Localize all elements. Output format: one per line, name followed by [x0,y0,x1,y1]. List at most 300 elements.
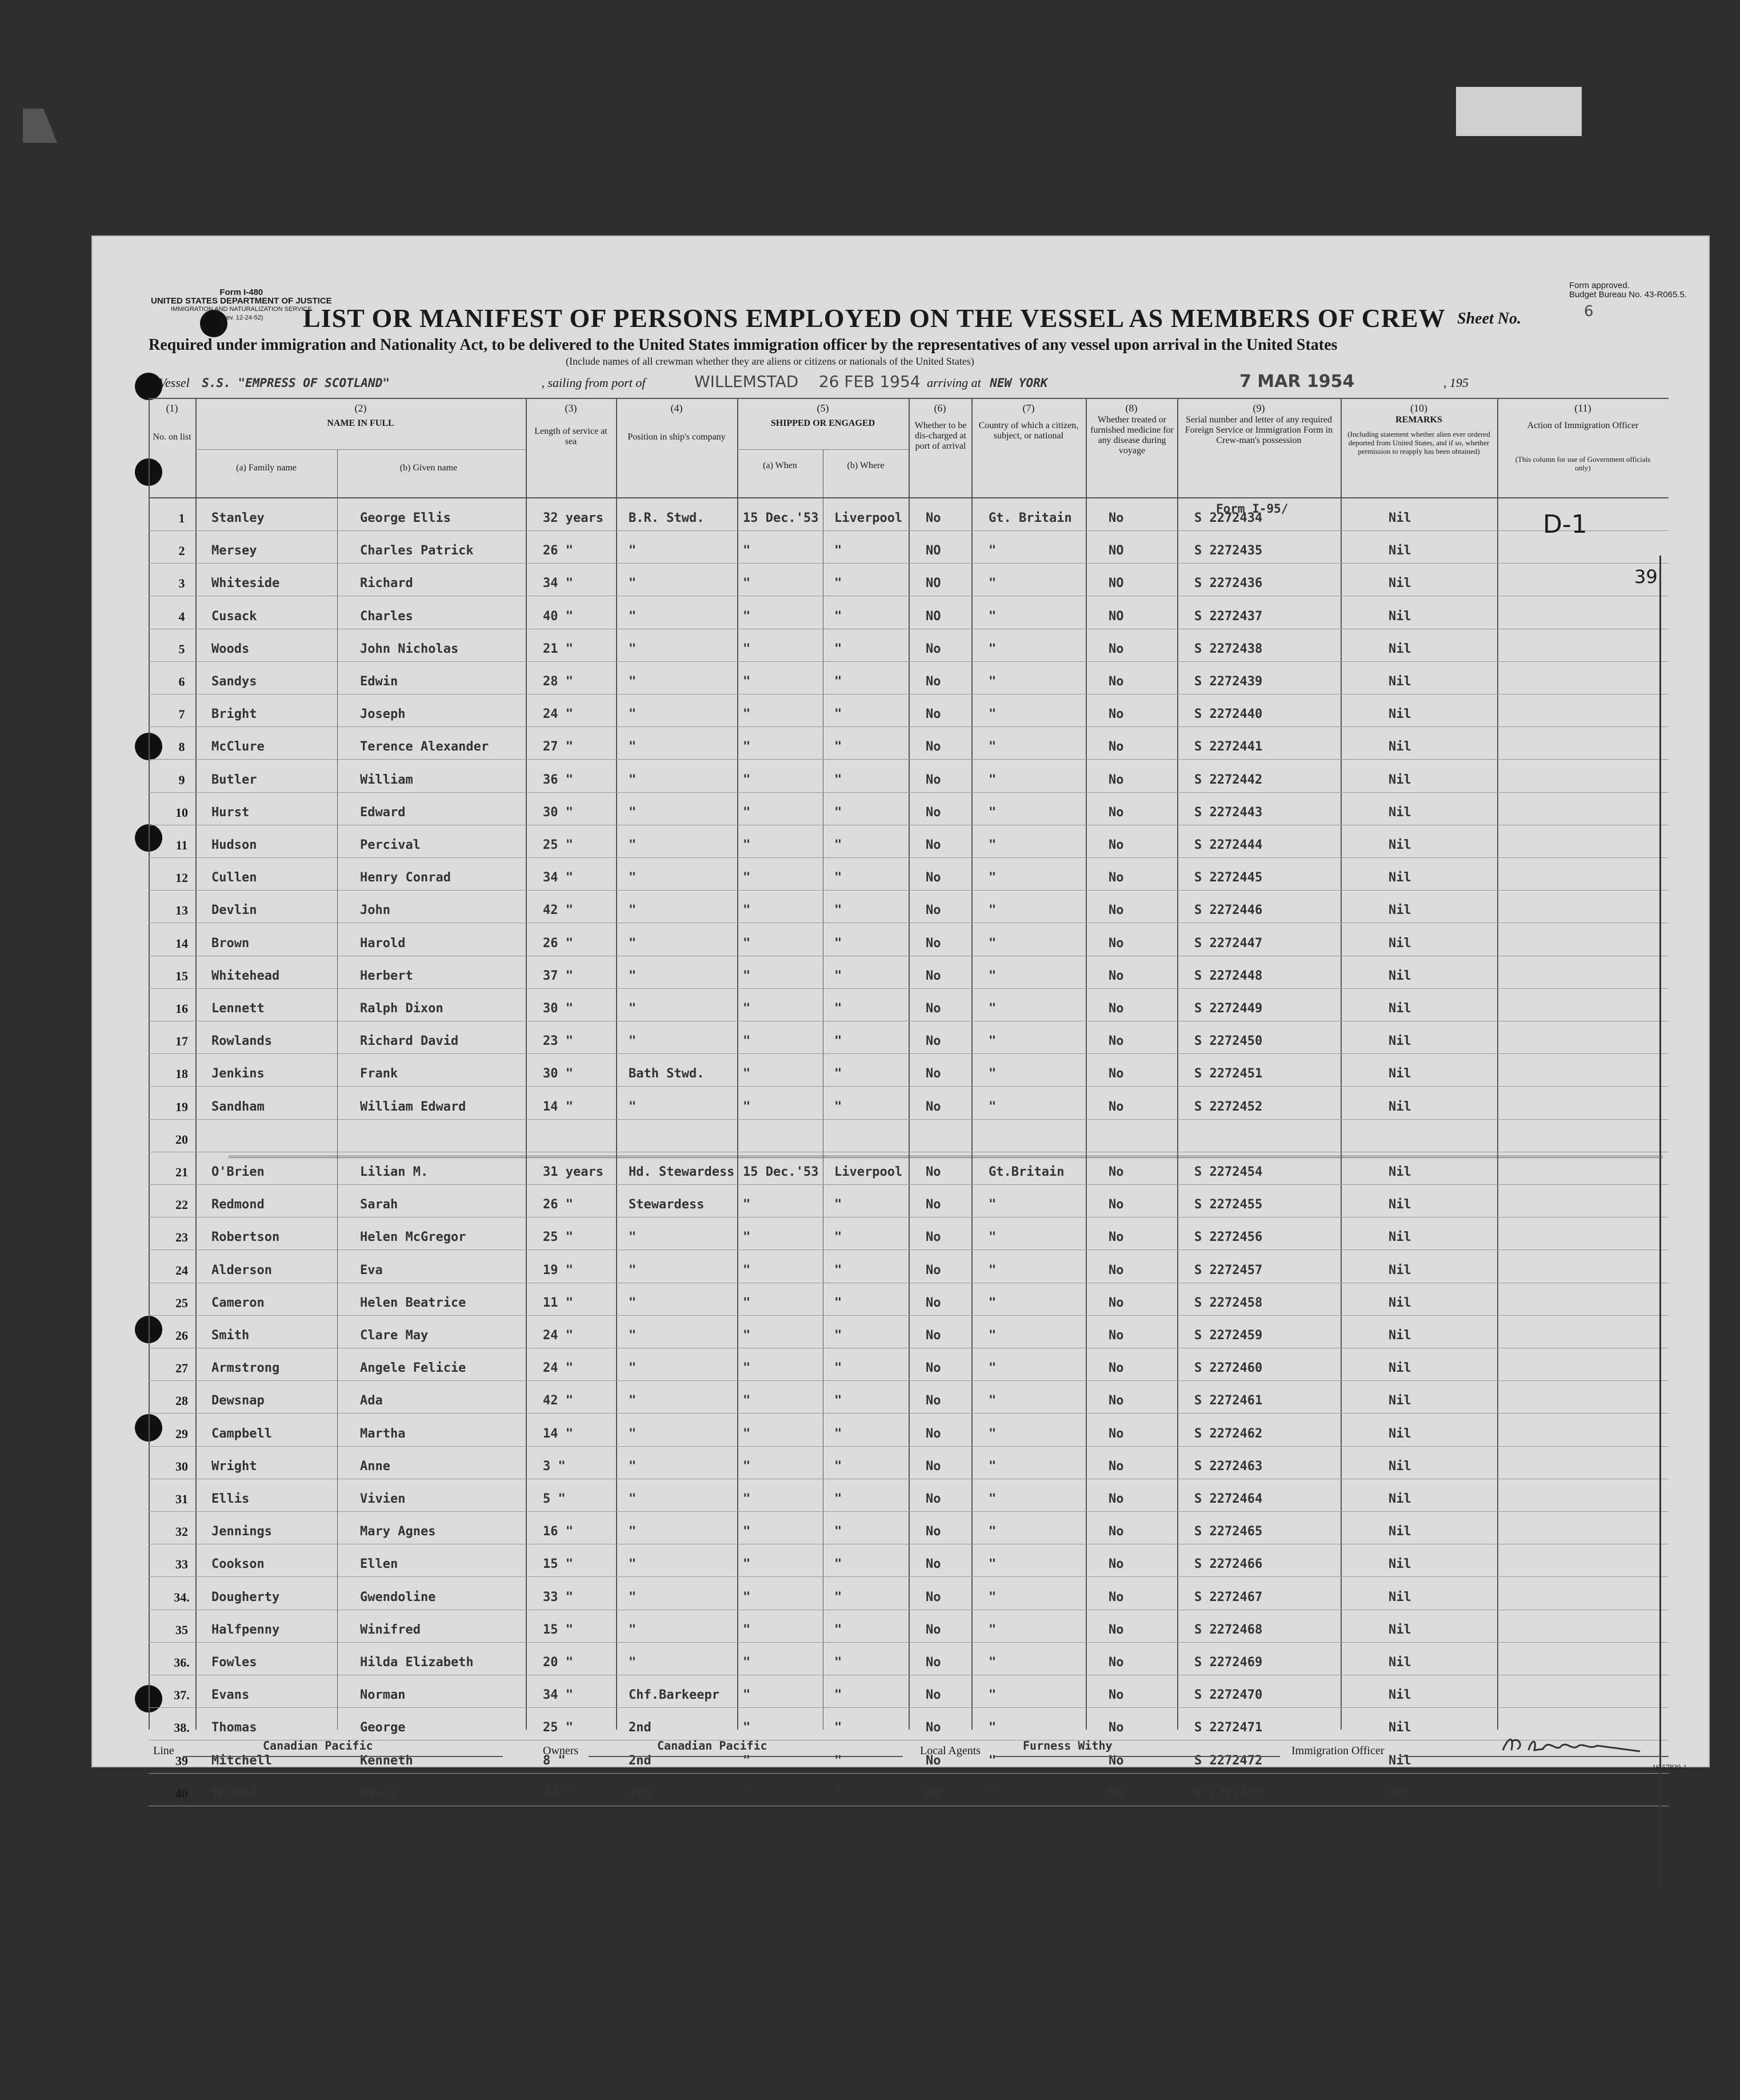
cell-giv: William Edward [360,1099,466,1114]
cell-dis: No [926,740,941,754]
cell-where: " [834,1688,842,1703]
cell-rem: Nil [1389,1622,1411,1637]
cell-ser: S 2272444 [1194,838,1263,852]
cell-when: " [743,1753,751,1768]
table-row [149,597,1669,629]
col-number: (7) [1022,402,1035,414]
cell-rem: Nil [1389,772,1411,787]
cell-ser: S 2272460 [1194,1361,1263,1376]
cell-ser: S 2272445 [1194,871,1263,885]
table-row [149,1708,1669,1740]
cell-when: " [743,1230,751,1245]
header-serial: Serial number and letter of any required Foreign Service or Immigration Form in Crew-man's possession [1185,415,1333,445]
cell-dis: No [926,1459,941,1474]
cell-giv: William [360,772,413,787]
year-suffix: , 195 [1443,376,1469,390]
cell-ser: S 2272454 [1194,1165,1263,1179]
table-row [149,564,1669,596]
row-number: 20 [175,1132,188,1147]
cell-when: " [743,1524,751,1539]
cell-where: " [834,838,842,852]
cell-where: " [834,805,842,820]
row-number: 28 [175,1394,188,1408]
cell-fam: McClure [211,740,265,754]
cell-trt: No [1109,772,1124,787]
cell-giv: Clare May [360,1328,429,1343]
cell-fam: Campbell [211,1426,272,1441]
cell-giv: Helen McGregor [360,1230,466,1245]
cell-giv: Edwin [360,674,398,689]
officer-signature [1497,1733,1646,1756]
cell-ser: S 2272465 [1194,1524,1263,1539]
cell-dis: No [926,1688,941,1703]
cell-rem: Nil [1389,1165,1411,1179]
row-number: 37. [174,1688,190,1703]
cell-ser: S 2272438 [1194,641,1263,656]
cell-pos: Bath Stwd. [629,1067,705,1081]
cell-where: " [834,1001,842,1016]
cell-pos: " [629,1099,637,1114]
cell-dis: No [926,641,941,656]
row-number: 17 [175,1034,188,1049]
cell-giv: Mary Agnes [360,1524,436,1539]
cell-giv: Henry Conrad [360,871,451,885]
row-number: 31 [175,1492,188,1506]
cell-rem: Nil [1389,641,1411,656]
cell-dis: No [926,871,941,885]
cell-trt: No [1109,1426,1124,1441]
table-row [149,989,1669,1021]
cell-rem: Nil [1389,805,1411,820]
cell-rem: Nil [1389,1590,1411,1604]
cell-fam: Whiteside [211,576,280,591]
cell-rem: Nil [1389,707,1411,722]
footer-agents-label: Local Agents [920,1744,981,1757]
cell-pos: " [629,1361,637,1376]
row-number: 2 [178,544,185,558]
col-number: (4) [670,402,683,414]
cell-rem: Nil [1389,1230,1411,1245]
cell-where: " [834,968,842,983]
cell-cty: " [989,838,997,852]
cell-ser: S 2272463 [1194,1459,1263,1474]
cell-when: " [743,1622,751,1637]
row-number: 3 [178,576,185,591]
cell-len: 33 " [543,1590,573,1604]
cell-rem: Nil [1389,871,1411,885]
cell-ser: S 2272440 [1194,707,1263,722]
cell-len: 24 " [543,1328,573,1343]
footer-owners-label: Owners [543,1744,579,1757]
table-row [149,760,1669,793]
cell-fam: Sandys [211,674,257,689]
include-note: (Include names of all crewman whether they are aliens or citizens or nationals of the United States) [566,356,974,367]
table-row [149,1316,1669,1348]
cell-trt: No [1109,1067,1124,1081]
cell-dis: No [926,1394,941,1408]
row-number: 4 [178,609,185,624]
cell-pos: " [629,1034,637,1049]
cell-dis: No [926,1524,941,1539]
cell-giv: Ellen [360,1557,398,1572]
cell-rem: Nil [1389,1001,1411,1016]
table-row [149,1675,1669,1708]
cell-ser: S 2272451 [1194,1067,1263,1081]
cell-giv: Kenneth [360,1753,413,1768]
cell-rem: Nil [1389,1295,1411,1310]
cell-giv: Harold [360,936,406,951]
table-row [149,1774,1669,1806]
cell-where: " [834,1328,842,1343]
footer-owners-value: Canadian Pacific [657,1739,767,1752]
cell-trt: No [1109,968,1124,983]
cell-rem: Nil [1389,609,1411,624]
header-shipped-engaged: SHIPPED OR ENGAGED [770,418,875,428]
cell-pos: " [629,1524,637,1539]
table-row [149,531,1669,564]
cell-fam: Cameron [211,1295,265,1310]
cell-pos: " [629,1295,637,1310]
cell-fam: Cusack [211,609,257,624]
cell-pos: " [629,1655,637,1670]
cell-fam: Whitehead [211,968,280,983]
cell-fam: Halfpenny [211,1622,280,1637]
cell-where: " [834,641,842,656]
cell-trt: No [1109,1001,1124,1016]
table-row [149,694,1669,727]
cell-ser: S 2272470 [1194,1688,1263,1703]
cell-cty: " [989,1263,997,1277]
row-number: 23 [175,1230,188,1245]
cell-ser: S 2272466 [1194,1557,1263,1572]
table-row [149,1447,1669,1479]
cell-rem: Nil [1389,1688,1411,1703]
cell-giv: Charles Patrick [360,544,474,558]
cell-pos: " [629,1230,637,1245]
row-number: 34. [174,1590,190,1604]
cell-len: 25 " [543,838,573,852]
table-row [149,1054,1669,1087]
table-row [149,498,1669,531]
cell-fam: Thomas [211,1720,257,1735]
cell-pos: " [629,1492,637,1506]
cell-where: Liverpool [834,511,903,525]
cell-cty: " [989,772,997,787]
punch-hole [135,373,162,400]
cell-dis: No [926,1753,941,1768]
cell-len: 34 " [543,871,573,885]
sailing-label: , sailing from port of [541,376,646,390]
cell-giv: Herbert [360,968,413,983]
cell-dis: No [926,1067,941,1081]
cell-rem: Nil [1389,1524,1411,1539]
cell-len: 36 " [543,772,573,787]
cell-rem: Nil [1389,1786,1411,1800]
row-number: 35 [175,1622,188,1637]
cell-cty: " [989,968,997,983]
cell-len: 24 " [543,707,573,722]
cell-pos: " [629,772,637,787]
cell-where: " [834,1394,842,1408]
cell-trt: NO [1109,576,1124,591]
cell-dis: No [926,936,941,951]
footer-line-value: Canadian Pacific [263,1739,373,1752]
cell-rem: Nil [1389,968,1411,983]
cell-where: " [834,1426,842,1441]
cell-fam: Mitchell [211,1753,272,1768]
cell-ser: S 2272471 [1194,1720,1263,1735]
approved-text: Form approved. [1569,281,1630,290]
cell-when: " [743,1426,751,1441]
header-remarks: REMARKS [1395,415,1442,425]
cell-dis: NO [926,576,941,591]
cell-len: 8 " [543,1753,566,1768]
cell-fam: Thomas [211,1786,257,1800]
table-row [149,1512,1669,1544]
cell-giv: Eva [360,1263,383,1277]
col-number: (11) [1574,402,1591,414]
row-number: 29 [175,1426,188,1441]
cell-dis: No [926,1034,941,1049]
cell-when: " [743,968,751,983]
cell-pos: 2nd [629,1753,651,1768]
section-divider [229,1156,1663,1158]
arrival-date-stamp: 7 MAR 1954 [1239,372,1355,392]
count-annotation: 39 [1634,566,1658,588]
cell-len: 32 years [543,511,603,525]
cell-where: " [834,1263,842,1277]
cell-len: 27 " [543,740,573,754]
cell-when: " [743,1295,751,1310]
cell-cty: Gt. Britain [989,511,1072,525]
cell-where: " [834,1230,842,1245]
cell-where: " [834,936,842,951]
cell-giv: Hilda Elizabeth [360,1655,474,1670]
cell-ser: S 2272436 [1194,576,1263,591]
cell-cty: " [989,1394,997,1408]
table-row [149,1544,1669,1577]
cell-cty: " [989,1361,997,1376]
cell-len: 25 " [543,1720,573,1735]
cell-len: 19 " [543,1263,573,1277]
cell-fam: Stanley [211,511,265,525]
cell-when: " [743,707,751,722]
cell-dis: No [926,1295,941,1310]
cell-cty: Gt.Britain [989,1165,1065,1179]
table-row [149,1643,1669,1675]
cell-trt: No [1109,1230,1124,1245]
cell-giv: George Ellis [360,511,451,525]
cell-cty: " [989,1688,997,1703]
cell-fam: Armstrong [211,1361,280,1376]
cell-fam: Woods [211,641,250,656]
cell-where: " [834,707,842,722]
table-row [149,924,1669,956]
cell-when: " [743,772,751,787]
vessel-row [159,372,1469,392]
row-number: 11 [175,838,188,852]
cell-fam: Hurst [211,805,250,820]
required-statement: Required under immigration and Nationality Act, to be delivered to the United States immigration officer by the representatives of any vessel upon arrival in the United States [149,336,1338,354]
header-family-name: (a) Family name [236,463,297,473]
cell-ser: S 2272443 [1194,805,1263,820]
cell-len: 5 " [543,1492,566,1506]
cell-ser: S 2272467 [1194,1590,1263,1604]
cell-len: 30 " [543,1067,573,1081]
cell-when: " [743,1688,751,1703]
cell-rem: Nil [1389,1459,1411,1474]
cell-fam: Wright [211,1459,257,1474]
cell-cty: " [989,1034,997,1049]
cell-pos: " [629,968,637,983]
cell-trt: No [1109,1459,1124,1474]
cell-trt: No [1109,1688,1124,1703]
cell-giv: Joseph [360,707,406,722]
cell-trt: No [1109,805,1124,820]
cell-trt: No [1109,1753,1124,1768]
cell-pos: " [629,838,637,852]
cell-trt: No [1109,511,1124,525]
header-remarks-note: (Including statement whether alien ever ordered deported from United States, and if so, whether permission to reapply has been obtained) [1347,430,1490,456]
cell-when: " [743,871,751,885]
cell-len: 14 " [543,1426,573,1441]
cell-dis: No [926,1361,941,1376]
vessel-name: S.S. "EMPRESS OF SCOTLAND" [202,376,390,390]
cell-cty: " [989,805,997,820]
cell-len: 37 " [543,968,573,983]
table-row [149,1741,1669,1774]
cell-trt: No [1109,1197,1124,1212]
header-action: Action of Immigration Officer [1527,421,1639,430]
cell-dis: No [926,1230,941,1245]
cell-where: " [834,1720,842,1735]
cell-fam: Brown [211,936,250,951]
cell-when: " [743,576,751,591]
table-row [149,1120,1669,1152]
department: UNITED STATES DEPARTMENT OF JUSTICE [151,296,332,306]
cell-fam: Jenkins [211,1067,265,1081]
cell-trt: No [1109,1786,1124,1800]
cell-dis: No [926,1557,941,1572]
sheet-label: Sheet No. [1457,310,1521,328]
table-row [149,1021,1669,1054]
cell-dis: No [926,1720,941,1735]
cell-when: " [743,1067,751,1081]
cell-when: " [743,1590,751,1604]
cell-when: " [743,838,751,852]
cell-giv: Angele Felicie [360,1361,466,1376]
cell-ser: S 2272447 [1194,936,1263,951]
cell-giv: Sarah [360,1197,398,1212]
cell-dis: No [926,772,941,787]
cell-dis: No [926,1590,941,1604]
cell-fam: Sandham [211,1099,265,1114]
cell-where: " [834,1524,842,1539]
cell-fam: Mersey [211,544,257,558]
cell-cty: " [989,1655,997,1670]
cell-cty: " [989,674,997,689]
cell-len: 42 " [543,903,573,918]
cell-trt: No [1109,903,1124,918]
cell-pos: " [629,1557,637,1572]
cell-ser: S 2272441 [1194,740,1263,754]
cell-cty: " [989,1786,997,1800]
cell-giv: Percival [360,838,421,852]
cell-cty: " [989,1720,997,1735]
col-number: (2) [354,402,367,414]
row-number: 12 [175,871,188,885]
cell-trt: No [1109,1034,1124,1049]
cell-rem: Nil [1389,1361,1411,1376]
header-country: Country of which a citizen, subject, or national [978,421,1079,441]
cell-when: " [743,1099,751,1114]
cell-where: " [834,1361,842,1376]
cell-dis: No [926,1263,941,1277]
cell-rem: Nil [1389,1492,1411,1506]
row-number: 26 [175,1328,188,1343]
header-where: (b) Where [847,461,885,470]
table-row [149,1087,1669,1120]
cell-trt: No [1109,1394,1124,1408]
cell-fam: Hudson [211,838,257,852]
header-position: Position in ship's company [627,432,726,442]
cell-dis: No [926,903,941,918]
table-row [149,793,1669,825]
cell-pos: Chf.Barkeepr [629,1688,719,1703]
table-row [149,1251,1669,1283]
cell-where: " [834,903,842,918]
row-number: 7 [178,707,185,722]
cell-dis: No [926,838,941,852]
print-code: 16-57820-1 [1652,1763,1687,1771]
cell-where: " [834,674,842,689]
cell-where: " [834,871,842,885]
cell-pos: " [629,674,637,689]
table-row [149,1479,1669,1512]
cell-dis: No [926,1165,941,1179]
cell-cty: " [989,1753,997,1768]
cell-cty: " [989,707,997,722]
table-row [149,662,1669,694]
cell-ser: S 2272449 [1194,1001,1263,1016]
cell-rem: Nil [1389,511,1411,525]
cell-trt: No [1109,838,1124,852]
cell-ser: S 2272442 [1194,772,1263,787]
cell-giv: Ada [360,1394,383,1408]
row-number: 15 [175,968,188,983]
row-number: 21 [175,1165,188,1179]
cell-fam: Cookson [211,1557,265,1572]
row-number: 5 [178,641,185,656]
cell-rem: Nil [1389,1557,1411,1572]
cell-pos: " [629,1001,637,1016]
cell-rem: Nil [1389,1099,1411,1114]
cell-len: 15 " [543,1622,573,1637]
cell-ser: S 2272446 [1194,903,1263,918]
tape-strip [1456,87,1582,136]
table-row [149,1283,1669,1316]
form-number: Form I-480 [219,288,263,297]
col-number: (1) [166,402,178,414]
cell-cty: " [989,871,997,885]
row-number: 16 [175,1001,188,1016]
header-discharged: Whether to be dis-charged at port of arrival [914,421,967,451]
cell-where: " [834,772,842,787]
row-number: 1 [178,511,185,525]
cell-giv: Frank [360,1067,398,1081]
footer-officer-label: Immigration Officer [1291,1744,1385,1757]
cell-when: " [743,1720,751,1735]
